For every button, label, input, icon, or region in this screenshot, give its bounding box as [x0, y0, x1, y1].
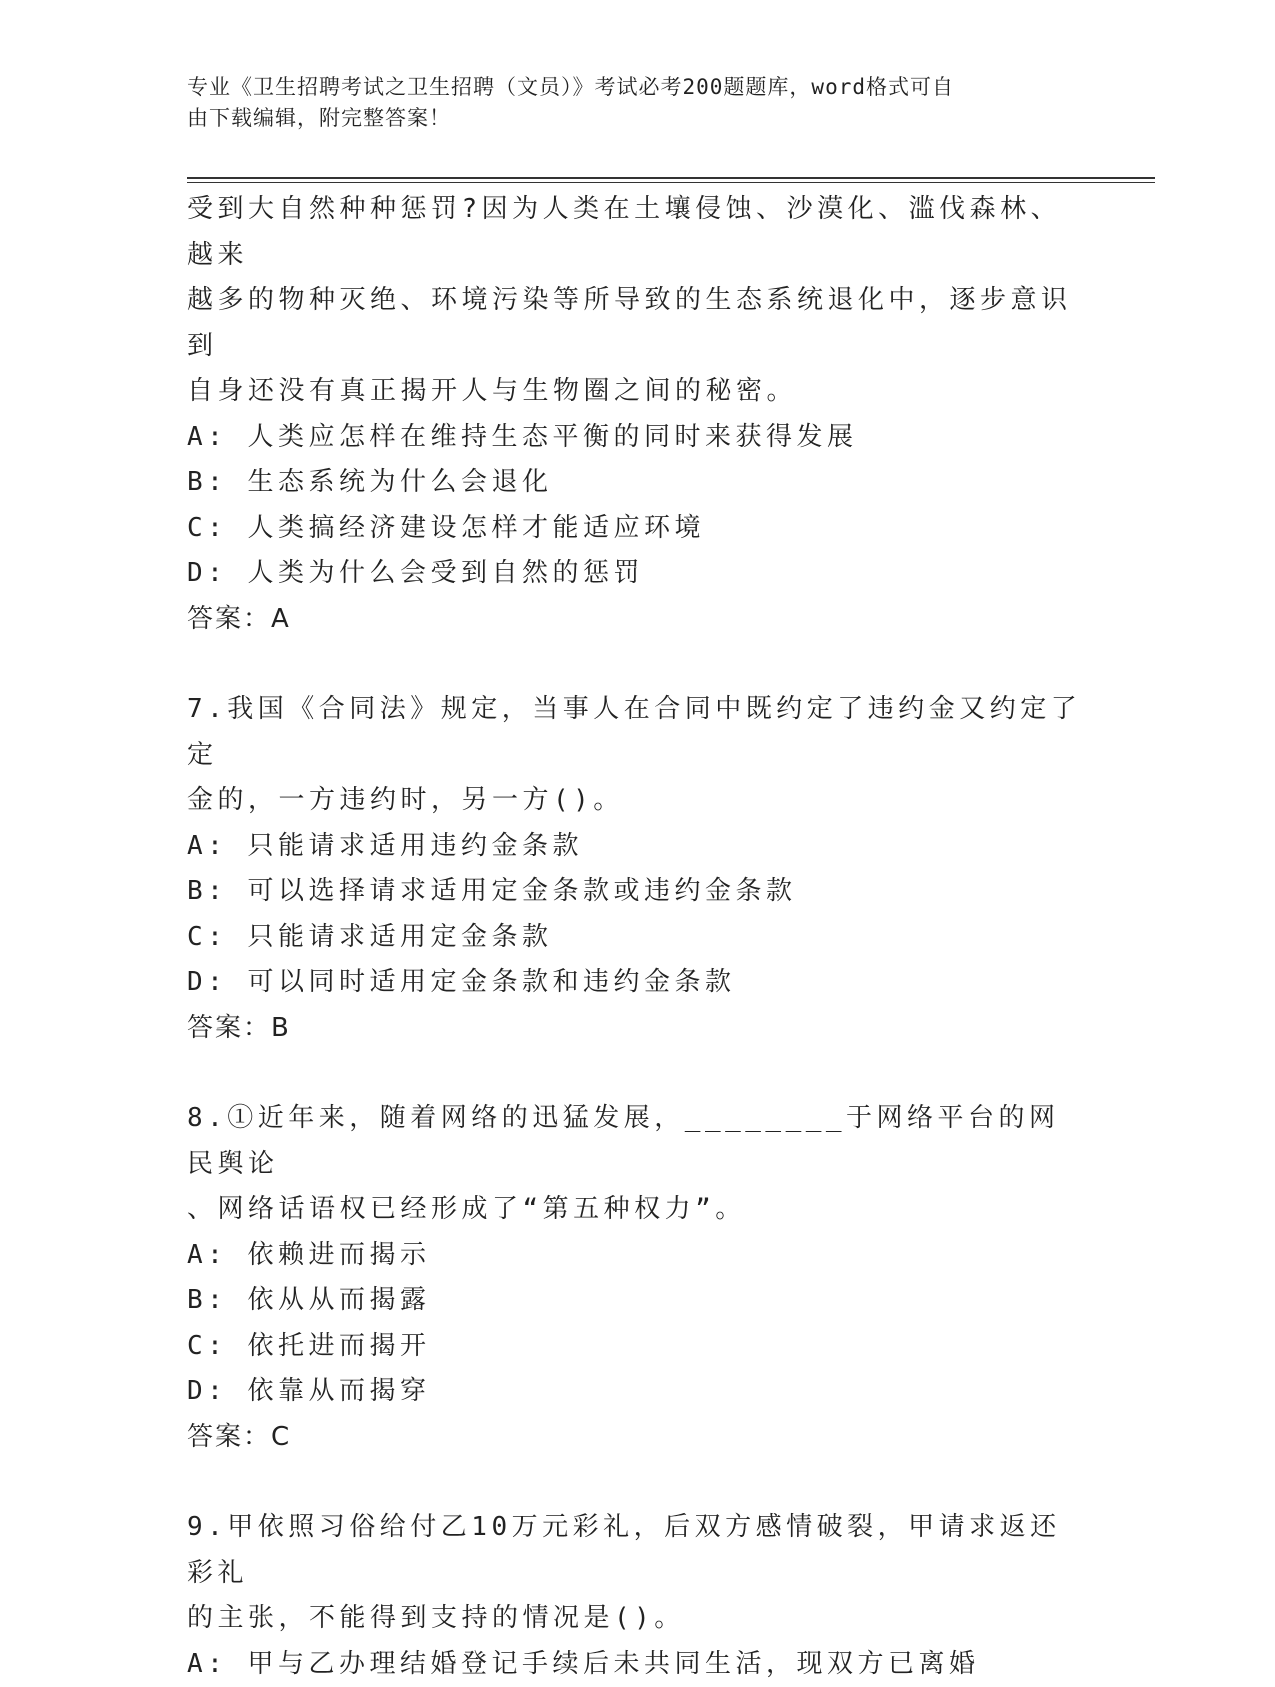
spacer [187, 642, 1087, 687]
header-line-1: 专业《卫生招聘考试之卫生招聘（文员）》考试必考200题题库，word格式可自 [187, 72, 1067, 103]
question-stem-line: 金的，一方违约时，另一方()。 [187, 778, 1087, 824]
header-line-2: 由下载编辑，附完整答案！ [187, 103, 1067, 134]
option-a: A: 只能请求适用违约金条款 [187, 824, 1087, 870]
option-a: A: 依赖进而揭示 [187, 1233, 1087, 1279]
spacer [187, 1460, 1087, 1505]
question-list [187, 187, 1087, 1687]
question-stem-line: 自身还没有真正揭开人与生物圈之间的秘密。 [187, 369, 1087, 415]
option-b: B: 可以选择请求适用定金条款或违约金条款 [187, 869, 1087, 915]
option-a: A: 甲与乙办理结婚登记手续后未共同生活，现双方已离婚 [187, 1642, 1087, 1687]
option-c: C: 只能请求适用定金条款 [187, 915, 1087, 961]
question-stem-line: 、网络话语权已经形成了“第五种权力”。 [187, 1187, 1087, 1233]
document-header [187, 72, 1067, 134]
question-8 [187, 1096, 1087, 1460]
option-b: B: 依从从而揭露 [187, 1278, 1087, 1324]
question-stem-line: 受到大自然种种惩罚?因为人类在土壤侵蚀、沙漠化、滥伐森林、越来 [187, 187, 1087, 278]
question-7 [187, 687, 1087, 1051]
option-d: D: 依靠从而揭穿 [187, 1369, 1087, 1415]
question-9 [187, 1505, 1087, 1687]
answer: 答案：C [187, 1415, 1087, 1461]
answer: 答案：B [187, 1006, 1087, 1052]
question-stem-line: 7.我国《合同法》规定，当事人在合同中既约定了违约金又约定了定 [187, 687, 1087, 778]
question-stem-line: 越多的物种灭绝、环境污染等所导致的生态系统退化中，逐步意识到 [187, 278, 1087, 369]
question-stem-line: 9.甲依照习俗给付乙10万元彩礼，后双方感情破裂，甲请求返还彩礼 [187, 1505, 1087, 1596]
header-divider-thick [187, 177, 1155, 179]
answer: 答案：A [187, 597, 1087, 643]
option-d: D: 人类为什么会受到自然的惩罚 [187, 551, 1087, 597]
question-stem-line: 8.①近年来，随着网络的迅猛发展，________于网络平台的网民舆论 [187, 1096, 1087, 1187]
spacer [187, 1051, 1087, 1096]
option-b: B: 生态系统为什么会退化 [187, 460, 1087, 506]
question-6 [187, 187, 1087, 642]
option-d: D: 可以同时适用定金条款和违约金条款 [187, 960, 1087, 1006]
option-c: C: 依托进而揭开 [187, 1324, 1087, 1370]
header-divider-thin [187, 182, 1155, 183]
option-c: C: 人类搞经济建设怎样才能适应环境 [187, 506, 1087, 552]
question-stem-line: 的主张，不能得到支持的情况是()。 [187, 1596, 1087, 1642]
option-a: A: 人类应怎样在维持生态平衡的同时来获得发展 [187, 415, 1087, 461]
